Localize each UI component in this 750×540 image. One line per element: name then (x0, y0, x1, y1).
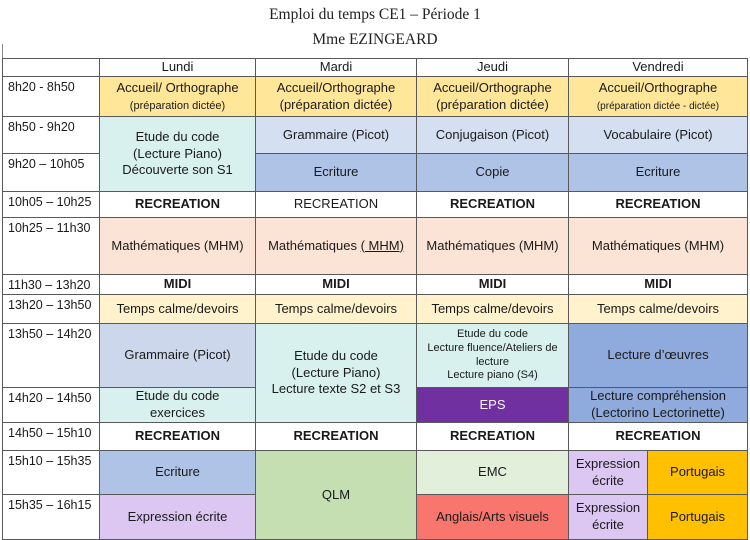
cell-text: Accueil/Orthographe (276, 79, 396, 95)
cell-text: Mardi (319, 59, 353, 75)
cell-text-line (122, 162, 233, 179)
cell-text-line (162, 59, 194, 76)
cell-grammaire-picot (100, 324, 256, 388)
page-title: Emploi du temps CE1 – Période 1 (269, 6, 481, 23)
cell-text-line (135, 196, 220, 213)
cell-text: Lecture texte S2 et S3 (271, 381, 401, 397)
cell-qlm (256, 451, 417, 540)
time-slot-label: 11h30 – 13h20 (8, 278, 91, 292)
cell-text: Etude du code (294, 347, 378, 363)
cell-text-line (283, 127, 389, 144)
time-slot-10h05-10h25 (3, 192, 100, 218)
cell-text: Vendredi (632, 59, 684, 75)
cell-etude-du-code (100, 117, 256, 192)
cell-midi (417, 275, 569, 295)
cell-text-line (150, 405, 205, 422)
cell-text: RECREATION (615, 196, 701, 212)
cell-text: ( MHM) (360, 237, 404, 253)
cell-text-line (116, 301, 238, 318)
cell-text-line (450, 196, 535, 213)
cell-text-line (670, 509, 725, 526)
cell-text-line (670, 464, 725, 481)
cell-text: RECREATION (615, 428, 701, 444)
cell-text-line (268, 238, 404, 255)
cell-text-line (477, 59, 508, 76)
cell-text-line (478, 464, 507, 481)
cell-text: Portugais (670, 464, 725, 480)
cell-text: Mathématiques (MHM) (426, 237, 559, 253)
cell-temps-calme-devoirs (417, 295, 569, 324)
cell-text: Accueil/Orthographe (433, 79, 552, 95)
cell-eps (417, 388, 569, 423)
time-slot-14h50-15h10 (3, 423, 100, 451)
cell-text-line (314, 164, 359, 181)
day-header-vendredi (569, 59, 748, 77)
time-slot-15h10-15h35 (3, 451, 100, 495)
cell-text-line (116, 80, 238, 97)
cell-recreation (100, 192, 256, 218)
cell-text-line (616, 428, 701, 445)
cell-text-line (592, 238, 724, 255)
cell-text: RECREATION (293, 196, 379, 212)
cell-text-line (294, 196, 378, 213)
cell-text-line (597, 301, 719, 318)
cell-text-line (136, 129, 220, 146)
cell-text-line (447, 369, 538, 383)
time-slot-label: 8h50 - 9h20 (8, 120, 75, 134)
cell-text: Grammaire (Picot) (124, 347, 231, 363)
cell-text: Accueil/ Orthographe (116, 79, 239, 95)
cell-text-line (571, 500, 645, 534)
cell-emc (417, 451, 569, 495)
cell-text: EMC (478, 464, 507, 480)
timetable (2, 58, 748, 540)
cell-text: Ecriture (635, 164, 681, 180)
cell-text: MIDI (322, 276, 350, 292)
cell-text: Grammaire (Picot) (282, 126, 390, 142)
cell-lecture-d-uvres (569, 324, 748, 388)
cell-text-line (607, 347, 708, 364)
cell-midi (256, 275, 417, 295)
cell-text: Temps calme/devoirs (274, 300, 398, 316)
time-slot-8h50-9h20 (3, 117, 100, 154)
cell-text-line (590, 388, 726, 405)
cell-temps-calme-devoirs (100, 295, 256, 324)
cell-text: Jeudi (476, 59, 509, 75)
cell-recreation (256, 423, 417, 451)
cell-recreation (569, 423, 748, 451)
time-slot-14h20-14h50 (3, 388, 100, 423)
cell-text-line (479, 397, 505, 414)
time-slot-label: 9h20 – 10h05 (8, 157, 85, 171)
cell-text: Mathématiques (MHM) (591, 237, 725, 253)
time-slot-label: 15h35 – 16h15 (8, 498, 92, 512)
cell-text: Etude du code (135, 128, 220, 144)
cell-text-line (450, 428, 535, 445)
cell-text: Etude du code (135, 388, 220, 404)
day-header-mardi (256, 59, 417, 77)
cell-text: Expression écrite (575, 500, 641, 532)
cell-text-line (597, 97, 719, 114)
time-slot-label: 13h20 – 13h50 (8, 298, 92, 312)
cell-etude-du-code (100, 388, 256, 423)
cell-text: Vocabulaire (Picot) (603, 126, 713, 142)
cell-text: Accueil/Orthographe (598, 79, 718, 95)
day-header-lundi (100, 59, 256, 77)
cell-text: exercices (150, 405, 205, 420)
cell-text: RECREATION (135, 196, 220, 212)
cell-text-line (133, 146, 222, 163)
cell-text-line (644, 276, 671, 293)
time-slot-13h50-14h20 (3, 324, 100, 388)
cell-text: Temps calme/devoirs (596, 300, 720, 316)
cell-text-line (135, 428, 220, 445)
cell-text-line (294, 428, 379, 445)
cell-text: RECREATION (450, 196, 535, 212)
time-slot-label: 10h25 – 11h30 (8, 221, 91, 235)
cell-temps-calme-devoirs (256, 295, 417, 324)
cell-text-line (436, 127, 549, 144)
cell-anglais-arts-visuels (417, 495, 569, 540)
cell-midi (100, 275, 256, 295)
cell-grammaire-picot (256, 117, 417, 154)
cell-text: Expression écrite (575, 455, 641, 488)
cell-text: (préparation dictée) (129, 99, 226, 112)
time-slot-label: 14h50 – 15h10 (8, 426, 92, 440)
corner-cell (3, 59, 100, 77)
teacher-name: Mme EZINGEARD (312, 31, 438, 48)
cell-text: (Lectorino Lectorinette) (591, 405, 725, 420)
cell-portugais (648, 495, 748, 540)
time-slot-label: 14h20 – 14h50 (8, 391, 92, 405)
cell-text: (Lecture Piano) (133, 145, 222, 161)
cell-text-line (603, 127, 712, 144)
cell-recreation (569, 192, 748, 218)
cell-text: Expression écrite (127, 508, 228, 524)
cell-text-line (322, 276, 349, 293)
cell-lecture-comprehension (569, 388, 748, 423)
cell-text: RECREATION (450, 428, 535, 444)
cell-mathematiques-mhm (100, 218, 256, 275)
cell-ecriture (569, 154, 748, 192)
cell-text-line (591, 405, 725, 422)
time-slot-label: 8h20 - 8h50 (8, 80, 75, 94)
cell-temps-calme-devoirs (569, 295, 748, 324)
cell-text-line (277, 80, 396, 97)
cell-midi (569, 275, 748, 295)
cell-text-line (111, 238, 243, 255)
cell-text: Découverte son S1 (122, 162, 233, 178)
time-slot-15h35-16h15 (3, 495, 100, 540)
time-slot-label: 13h50 – 14h20 (8, 327, 92, 341)
cell-text-line (433, 80, 552, 97)
cell-text-line (130, 97, 225, 114)
cell-copie (417, 154, 569, 192)
cell-vocabulaire-picot (569, 117, 748, 154)
cell-text: Portugais (670, 508, 725, 524)
cell-text: Lundi (161, 59, 194, 75)
cell-text-line (124, 347, 230, 364)
cell-text-line (155, 464, 200, 481)
day-header-jeudi (417, 59, 569, 77)
time-slot-11h30-13h20 (3, 275, 100, 295)
cell-text-line (136, 388, 220, 405)
cell-text-line (632, 59, 683, 76)
cell-text-line (436, 509, 549, 526)
cell-mathematiques-mhm (417, 218, 569, 275)
cell-text: Lecture piano (S4) (447, 369, 538, 382)
cell-recreation (100, 423, 256, 451)
cell-text-line (292, 365, 381, 382)
cell-text-line (636, 164, 681, 181)
cell-text-line (431, 301, 553, 318)
cell-expression-ecrite (569, 451, 648, 495)
cell-text: Mathématiques (268, 237, 361, 253)
time-slot-label: 10h05 – 10h25 (8, 195, 92, 209)
cell-text: MIDI (478, 276, 507, 292)
cell-text: Lecture d’œuvres (607, 347, 709, 363)
cell-text: Anglais/Arts visuels (436, 508, 549, 524)
cell-recreation (256, 192, 417, 218)
cell-text: Lecture compréhension (590, 388, 726, 404)
cell-ecriture (100, 451, 256, 495)
cell-text: (Lecture Piano) (291, 364, 381, 380)
cell-mathematiques (256, 218, 417, 275)
cell-text-line (426, 238, 558, 255)
cell-text: Etude du code (457, 328, 528, 340)
cell-text-line (294, 348, 378, 365)
time-slot-8h20-8h50 (3, 77, 100, 117)
time-slot-10h25-11h30 (3, 218, 100, 275)
cell-recreation (417, 192, 569, 218)
cell-text: QLM (321, 486, 351, 502)
cell-text-line (436, 97, 549, 114)
time-slot-9h20-10h05 (3, 154, 100, 192)
cell-etude-du-code (256, 324, 417, 423)
cell-text: MIDI (163, 276, 192, 292)
cell-text: Lecture fluence/Ateliers de lecture (427, 341, 558, 368)
cell-text-line (128, 509, 228, 526)
cell-text-line (457, 328, 528, 342)
cell-mathematiques-mhm (569, 218, 748, 275)
cell-expression-ecrite (569, 495, 648, 540)
cell-text-line (616, 196, 701, 213)
cell-text: EPS (479, 396, 506, 412)
cell-accueil-orthographe (569, 77, 748, 117)
cell-text: Copie (475, 164, 510, 180)
cell-text-line (280, 97, 393, 114)
cell-conjugaison-picot (417, 117, 569, 154)
cell-text-line (322, 487, 350, 504)
cell-text-line (320, 59, 353, 76)
cell-portugais (648, 451, 748, 495)
cell-accueil-orthographe (100, 77, 256, 117)
cell-text-line (164, 276, 191, 293)
cell-accueil-orthographe (256, 77, 417, 117)
cell-etude-du-code (417, 324, 569, 388)
cell-text: RECREATION (293, 428, 379, 444)
cell-text: Ecriture (313, 164, 359, 180)
cell-text: (préparation dictée) (279, 96, 393, 112)
cell-text-line (419, 342, 566, 370)
table-edge-tick (2, 44, 3, 58)
cell-text: Ecriture (155, 464, 200, 480)
cell-text: MIDI (644, 276, 672, 292)
cell-text-line (571, 456, 645, 490)
cell-recreation (417, 423, 569, 451)
time-slot-13h20-13h50 (3, 295, 100, 324)
cell-text: (préparation dictée) (436, 96, 549, 112)
cell-accueil-orthographe (417, 77, 569, 117)
cell-text-line (272, 381, 401, 398)
cell-text: Conjugaison (Picot) (435, 126, 550, 142)
cell-text-line (479, 276, 506, 293)
cell-text: (préparation dictée - dictée) (596, 100, 720, 112)
cell-text-line (476, 164, 510, 181)
cell-text: Mathématiques (MHM) (111, 237, 244, 253)
cell-expression-ecrite (100, 495, 256, 540)
cell-ecriture (256, 154, 417, 192)
cell-text: Temps calme/devoirs (116, 300, 239, 316)
time-slot-label: 15h10 – 15h35 (8, 454, 92, 468)
cell-text: Temps calme/devoirs (431, 300, 554, 316)
cell-text: RECREATION (135, 428, 220, 444)
cell-text-line (275, 301, 397, 318)
cell-text-line (599, 80, 718, 97)
